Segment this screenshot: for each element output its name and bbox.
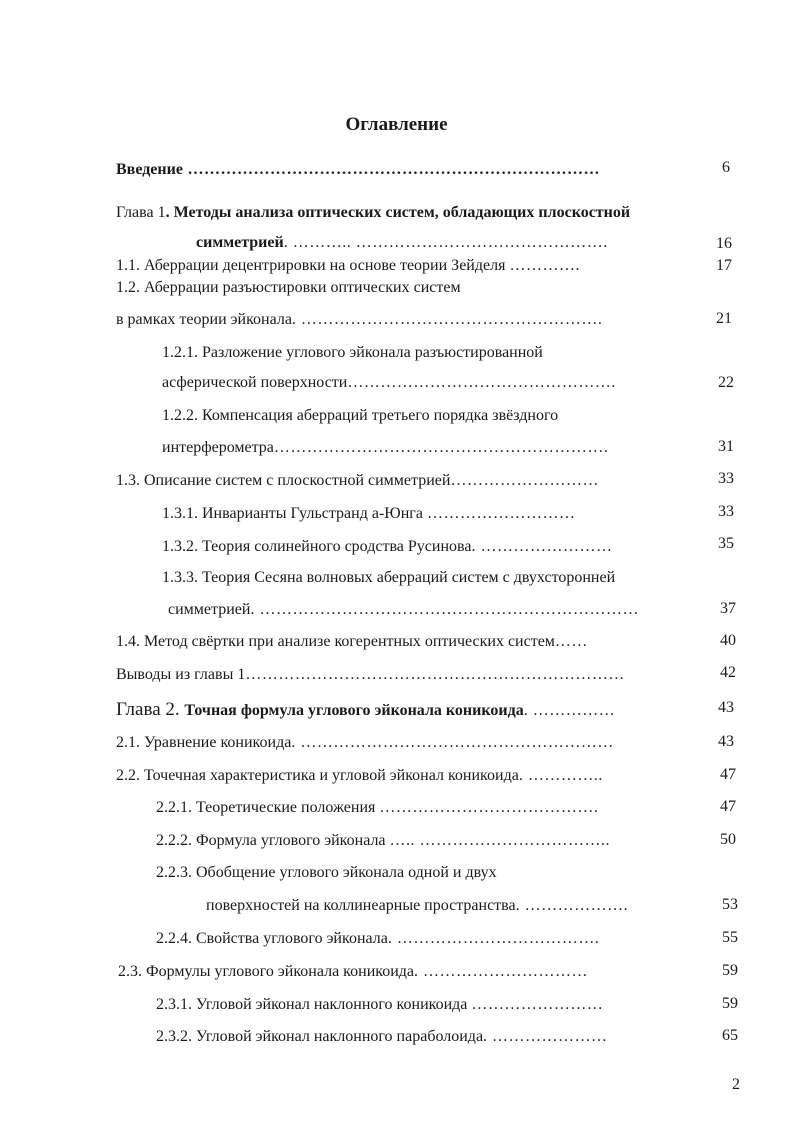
toc-entry-chapter-2 (116, 697, 700, 723)
page-ref: 31 (718, 438, 734, 455)
entry-text: поверхностей на коллинеарные пространства (206, 897, 516, 914)
page-ref: 6 (722, 159, 730, 176)
toc-entry-conclusions-1 (116, 664, 692, 686)
page-ref: 47 (720, 798, 736, 815)
page-ref: 59 (722, 995, 738, 1012)
leader-dots: ……………………… (426, 505, 576, 522)
entry-text: асферической поверхности (162, 374, 348, 391)
leader-dots: . ………………………………………………. (291, 311, 603, 328)
leader-dots: . ………….. (518, 767, 603, 784)
entry-text: 2.2.3. Обобщение углового эйконала одной и двух (156, 864, 497, 881)
entry-text: 1.3.3. Теория Сесяна волновых аберраций систем с двухсторонней (162, 569, 616, 586)
entry-text: 2.2.4. Свойства углового эйконала (156, 930, 388, 947)
leader-dots: …………………………………………. (347, 374, 616, 391)
leader-dots: …………. (509, 257, 580, 274)
toc-entry-1-3-1 (162, 503, 692, 525)
page-ref: 42 (720, 664, 736, 681)
toc-entry-2-2 (116, 765, 692, 787)
toc-entry-intro (116, 159, 686, 181)
leader-dots: . …………………………………………………………… (250, 601, 639, 618)
page-ref: 17 (716, 257, 732, 274)
entry-text: 2.3.2. Угловой эйконал наклонного параболоида (156, 1028, 484, 1045)
toc-entry-2-2-4 (156, 928, 692, 950)
leader-dots: . ………………. (515, 897, 629, 914)
toc-entry-2-2-3-cont (206, 895, 696, 917)
leader-dots: . ………………………………………………… (291, 734, 614, 751)
leader-dots: ………………………………………………………………… (182, 161, 600, 178)
page-ref: 53 (722, 896, 738, 913)
entry-text: 2.1. Уравнение коникоида (116, 734, 292, 751)
entry-text: 1.2.1. Разложение углового эйконала разъюстированной (162, 344, 543, 361)
page-ref: 35 (718, 535, 734, 552)
toc-entry-2-3-1 (156, 994, 692, 1016)
toc-entry-1-3-3-cont (168, 599, 692, 621)
entry-text: . Методы анализа оптических систем, обладающих плоскостной (165, 204, 631, 221)
page-ref: 65 (722, 1027, 738, 1044)
page-ref: 22 (718, 374, 734, 391)
leader-dots: . ……….. ………………………………………. (283, 234, 608, 251)
toc-entry-1-1 (116, 255, 686, 277)
toc-entry-chapter-1 (116, 202, 736, 224)
page-ref: 33 (718, 503, 734, 520)
page-ref: 43 (718, 699, 734, 716)
toc-entry-2-3-2 (156, 1026, 692, 1048)
entry-text: в рамках теории эйконала (116, 311, 292, 328)
page-title: Оглавление (345, 114, 448, 135)
toc-entry-1-2-cont (116, 309, 686, 331)
page-ref: 50 (720, 831, 736, 848)
toc-entry-1-3-2 (162, 536, 692, 558)
leader-dots: . …………………… (471, 538, 613, 555)
entry-text: симметрией (196, 234, 284, 251)
entry-text: 1.4. Метод свёртки при анализе когерентных оптических систем (116, 633, 555, 650)
page-ref: 43 (718, 733, 734, 750)
page-ref: 59 (722, 962, 738, 979)
chapter-prefix: Глава 2. (116, 699, 185, 720)
page-ref: 21 (716, 310, 732, 327)
toc-entry-1-2-2-cont (162, 437, 692, 459)
entry-text: интерферометра (162, 439, 274, 456)
page-ref: 37 (720, 600, 736, 617)
toc-entry-2-2-2 (156, 830, 692, 852)
leader-dots: ……………………………………………………. (273, 439, 609, 456)
page-number: 2 (732, 1076, 740, 1093)
toc-entry-1-2-1 (162, 342, 702, 364)
toc-entry-1-2-2 (162, 405, 702, 427)
leader-dots: …… (554, 633, 588, 650)
entry-text: 1.3.1. Инварианты Гульстранд а-Юнга (162, 505, 427, 522)
leader-dots: …………………………………. (379, 799, 599, 816)
page-ref: 47 (720, 766, 736, 783)
entry-text: симметрией (168, 601, 251, 618)
toc-entry-2-1 (116, 732, 692, 754)
page-ref: 16 (716, 235, 732, 252)
toc-entry-2-3 (118, 961, 692, 983)
toc-entry-1-3 (116, 470, 686, 492)
entry-text: Выводы из главы 1 (116, 666, 246, 683)
entry-text: Введение (116, 161, 183, 178)
entry-text: Точная формула углового эйконала коникоида (184, 702, 524, 719)
entry-text: 1.2.2. Компенсация аберраций третьего порядка звёздного (162, 407, 559, 424)
leader-dots: . ………………… (483, 1028, 608, 1045)
toc-entry-2-2-1 (156, 797, 692, 819)
page-ref: 55 (722, 929, 738, 946)
entry-text: 1.2. Аберрации разъюстировки оптических систем (116, 279, 461, 296)
toc-entry-1-2 (116, 277, 686, 299)
toc-entry-chapter-1-cont (196, 232, 666, 254)
toc-entry-2-2-3 (156, 862, 692, 884)
toc-entry-1-4 (116, 631, 692, 653)
leader-dots: …………………………………………………………… (245, 666, 625, 683)
entry-text: 1.3. Описание систем с плоскостной симметрией (116, 472, 451, 489)
leader-dots: . …………… (523, 702, 616, 719)
toc-entry-1-2-1-cont (162, 372, 692, 394)
entry-text: 2.2.1. Теоретические положения (156, 799, 380, 816)
page-ref: 40 (720, 632, 736, 649)
leader-dots: ……………………… (450, 472, 599, 489)
leader-dots: ….. …………………………….. (389, 832, 611, 849)
entry-text: 1.3.2. Теория солинейного сродства Русинова (162, 538, 472, 555)
entry-text: 2.3. Формулы углового эйконала коникоида (118, 963, 415, 980)
leader-dots: . ………………………… (414, 963, 589, 980)
toc-entry-1-3-3 (162, 567, 722, 589)
leader-dots: . ………………………………. (387, 930, 600, 947)
entry-text: 2.3.1. Угловой эйконал наклонного коникоида (156, 996, 472, 1013)
entry-text: 2.2. Точечная характеристика и угловой эйконал коникоида (116, 767, 519, 784)
chapter-prefix: Глава 1 (116, 204, 166, 221)
entry-text: 2.2.2. Формула углового эйконала (156, 832, 390, 849)
leader-dots: …………………… (471, 996, 604, 1013)
entry-text: 1.1. Аберрации децентрировки на основе теории Зейделя (116, 257, 510, 274)
page-ref: 33 (718, 470, 734, 487)
